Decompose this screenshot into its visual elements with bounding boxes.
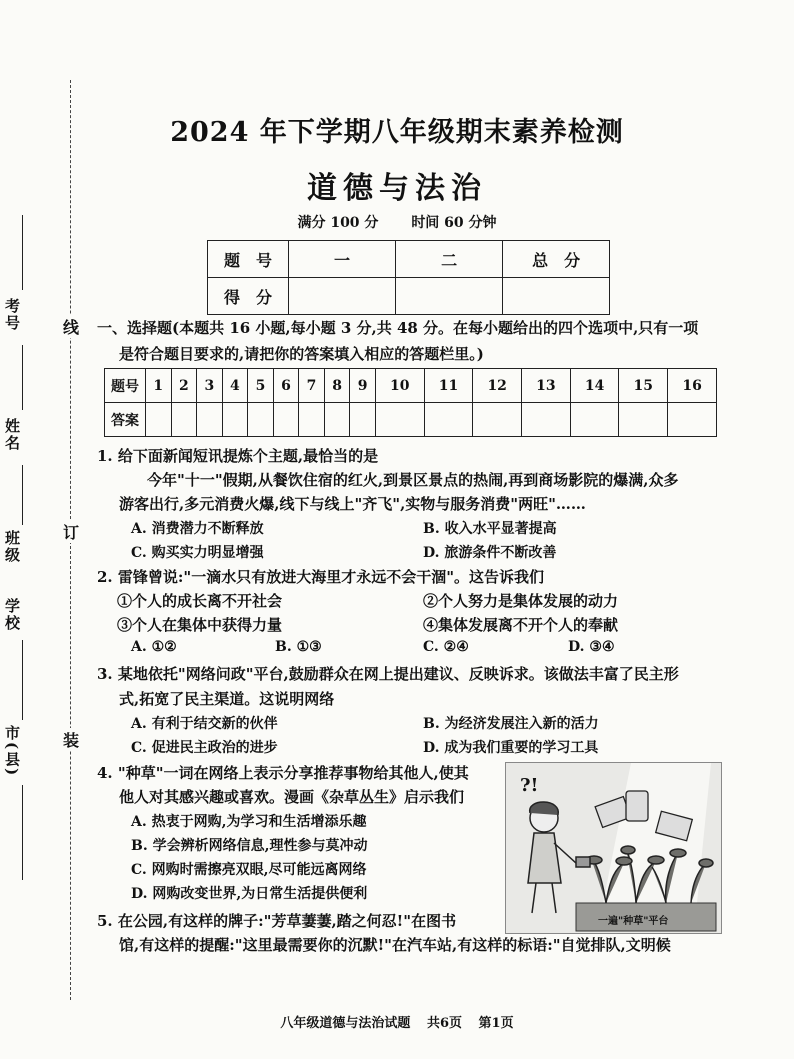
answer-cell-14[interactable] bbox=[570, 403, 619, 437]
footer-title: 八年级道德与法治试题 bbox=[280, 1016, 411, 1031]
q4-option-d: D. 网购改变世界,为日常生活提供便利 bbox=[131, 886, 368, 902]
subject-title: 道德与法治 bbox=[307, 171, 487, 206]
q3-option-a: A. 有利于结交新的伙伴 bbox=[131, 716, 278, 732]
qnum-4: 4 bbox=[222, 369, 248, 403]
q1-stem: 1. 给下面新闻短讯提炼个主题,最恰当的是 bbox=[97, 447, 379, 465]
answer-cell-16[interactable] bbox=[668, 403, 717, 437]
cut-bind-mark: 装 bbox=[63, 728, 79, 751]
q5-stem-1: 5. 在公园,有这样的牌子:"芳草萋萋,踏之何忍!"在图书 bbox=[97, 912, 457, 930]
answer-cell-9[interactable] bbox=[350, 403, 376, 437]
q2-statement-4: ④集体发展离不开个人的奉献 bbox=[423, 616, 619, 634]
binding-sidebar bbox=[0, 0, 95, 1059]
q3-option-b: B. 为经济发展注入新的活力 bbox=[423, 716, 599, 732]
full-score: 满分 100 分 bbox=[297, 215, 379, 231]
cut-line-mark: 线 bbox=[63, 315, 79, 338]
exam-title: 2024 年下学期八年级期末素养检测 bbox=[170, 117, 624, 148]
q2-stem: 2. 雷锋曾说:"一滴水只有放进大海里才永远不会干涸"。这告诉我们 bbox=[97, 568, 545, 586]
score-row-label: 得 分 bbox=[208, 278, 289, 315]
qnum-3: 3 bbox=[197, 369, 223, 403]
section1-instruction-1: 一、选择题(本题共 16 小题,每小题 3 分,共 48 分。在每小题给出的四个选项中,只有一项 bbox=[97, 319, 699, 337]
exam-meta bbox=[0, 212, 794, 232]
q4-option-b: B. 学会辨析网络信息,理性参与莫冲动 bbox=[131, 838, 368, 854]
class-underline bbox=[22, 465, 23, 525]
time-limit: 时间 60 分钟 bbox=[411, 215, 497, 231]
name-underline bbox=[22, 345, 23, 410]
q3-stem-2: 式,拓宽了民主渠道。这说明网络 bbox=[119, 690, 335, 708]
answer-cell-6[interactable] bbox=[273, 403, 299, 437]
school-underline bbox=[22, 640, 23, 720]
q1-option-c: C. 购买实力明显增强 bbox=[131, 545, 264, 561]
qnum-10: 10 bbox=[375, 369, 424, 403]
q1-text-1: 今年"十一"假期,从餐饮住宿的红火,到景区景点的热闹,再到商场影院的爆满,众多 bbox=[147, 471, 679, 489]
answer-cell-13[interactable] bbox=[522, 403, 571, 437]
city-underline bbox=[22, 785, 23, 880]
score-cell-total[interactable] bbox=[503, 278, 610, 315]
answer-table bbox=[104, 368, 717, 437]
q4-stem-2: 他人对其感兴趣或喜欢。漫画《杂草丛生》启示我们 bbox=[119, 788, 465, 806]
score-header-part2: 二 bbox=[396, 241, 503, 278]
q1-text-2: 游客出行,多元消费火爆,线下与线上"齐飞",实物与服务消费"两旺"…… bbox=[119, 495, 586, 513]
cartoon-caption: 一遍"种草"平台 bbox=[598, 916, 669, 927]
city-label: 市(县) bbox=[3, 725, 21, 778]
answer-cell-5[interactable] bbox=[248, 403, 274, 437]
page-footer bbox=[0, 1012, 794, 1031]
answer-cell-8[interactable] bbox=[324, 403, 350, 437]
score-table bbox=[207, 240, 610, 315]
school-label: 学校 bbox=[3, 598, 21, 632]
cartoon-drawing bbox=[506, 763, 721, 933]
cartoon-weeds-illustration bbox=[505, 762, 722, 934]
cut-ding-mark: 订 bbox=[63, 520, 79, 543]
q4-option-c: C. 网购时需擦亮双眼,尽可能远离网络 bbox=[131, 862, 367, 878]
q3-option-c: C. 促进民主政治的进步 bbox=[131, 740, 278, 756]
qnum-11: 11 bbox=[424, 369, 473, 403]
answer-cell-4[interactable] bbox=[222, 403, 248, 437]
exam-no-label: 考号 bbox=[3, 298, 21, 332]
answer-cell-3[interactable] bbox=[197, 403, 223, 437]
q1-option-a: A. 消费潜力不断释放 bbox=[131, 521, 264, 537]
q2-option-d: D. ③④ bbox=[568, 639, 615, 655]
score-header-total: 总 分 bbox=[503, 241, 610, 278]
qnum-16: 16 bbox=[668, 369, 717, 403]
footer-page-number: 第1页 bbox=[478, 1016, 514, 1031]
qnum-9: 9 bbox=[350, 369, 376, 403]
qnum-5: 5 bbox=[248, 369, 274, 403]
answer-row-label: 题号 bbox=[105, 369, 146, 403]
qnum-7: 7 bbox=[299, 369, 325, 403]
qnum-13: 13 bbox=[522, 369, 571, 403]
q4-option-a: A. 热衷于网购,为学习和生活增添乐趣 bbox=[131, 814, 367, 830]
answer-cell-10[interactable] bbox=[375, 403, 424, 437]
answer-cell-2[interactable] bbox=[171, 403, 197, 437]
section1-instruction-2: 是符合题目要求的,请把你的答案填入相应的答题栏里。) bbox=[119, 345, 484, 363]
score-cell-part2[interactable] bbox=[396, 278, 503, 315]
score-cell-part1[interactable] bbox=[288, 278, 395, 315]
answer-number-row bbox=[105, 369, 717, 403]
footer-total-pages: 共6页 bbox=[426, 1016, 462, 1031]
q2-statement-2: ②个人努力是集体发展的动力 bbox=[423, 592, 619, 610]
qnum-1: 1 bbox=[146, 369, 172, 403]
q2-statement-3: ③个人在集体中获得力量 bbox=[117, 616, 283, 634]
qnum-8: 8 bbox=[324, 369, 350, 403]
answer-cell-11[interactable] bbox=[424, 403, 473, 437]
q5-stem-2: 馆,有这样的提醒:"这里最需要你的沉默!"在汽车站,有这样的标语:"自觉排队,文明候 bbox=[119, 936, 671, 954]
answer-cell-7[interactable] bbox=[299, 403, 325, 437]
q2-option-a: A. ①② bbox=[131, 639, 177, 655]
q2-option-b: B. ①③ bbox=[275, 639, 322, 655]
q2-statement-1: ①个人的成长离不开社会 bbox=[117, 592, 283, 610]
q4-stem-1: 4. "种草"一词在网络上表示分享推荐事物给其他人,使其 bbox=[97, 764, 469, 782]
answer-label: 答案 bbox=[105, 403, 146, 437]
qnum-15: 15 bbox=[619, 369, 668, 403]
q2-option-c: C. ②④ bbox=[423, 639, 469, 655]
name-label: 姓名 bbox=[3, 418, 21, 452]
woman-figure bbox=[528, 802, 590, 913]
q1-option-d: D. 旅游条件不断改善 bbox=[423, 545, 557, 561]
q3-option-d: D. 成为我们重要的学习工具 bbox=[423, 740, 599, 756]
answer-cell-15[interactable] bbox=[619, 403, 668, 437]
question-marks: ?! bbox=[520, 775, 539, 796]
q3-stem-1: 3. 某地依托"网络问政"平台,鼓励群众在网上提出建议、反映诉求。该做法丰富了民主形 bbox=[97, 665, 679, 683]
score-header-part1: 一 bbox=[288, 241, 395, 278]
qnum-14: 14 bbox=[570, 369, 619, 403]
score-header-label: 题 号 bbox=[208, 241, 289, 278]
answer-cell-12[interactable] bbox=[473, 403, 522, 437]
qnum-2: 2 bbox=[171, 369, 197, 403]
answer-fill-row bbox=[105, 403, 717, 437]
qnum-6: 6 bbox=[273, 369, 299, 403]
qnum-12: 12 bbox=[473, 369, 522, 403]
class-label: 班级 bbox=[3, 530, 21, 564]
answer-cell-1[interactable] bbox=[146, 403, 172, 437]
q1-option-b: B. 收入水平显著提高 bbox=[423, 521, 557, 537]
